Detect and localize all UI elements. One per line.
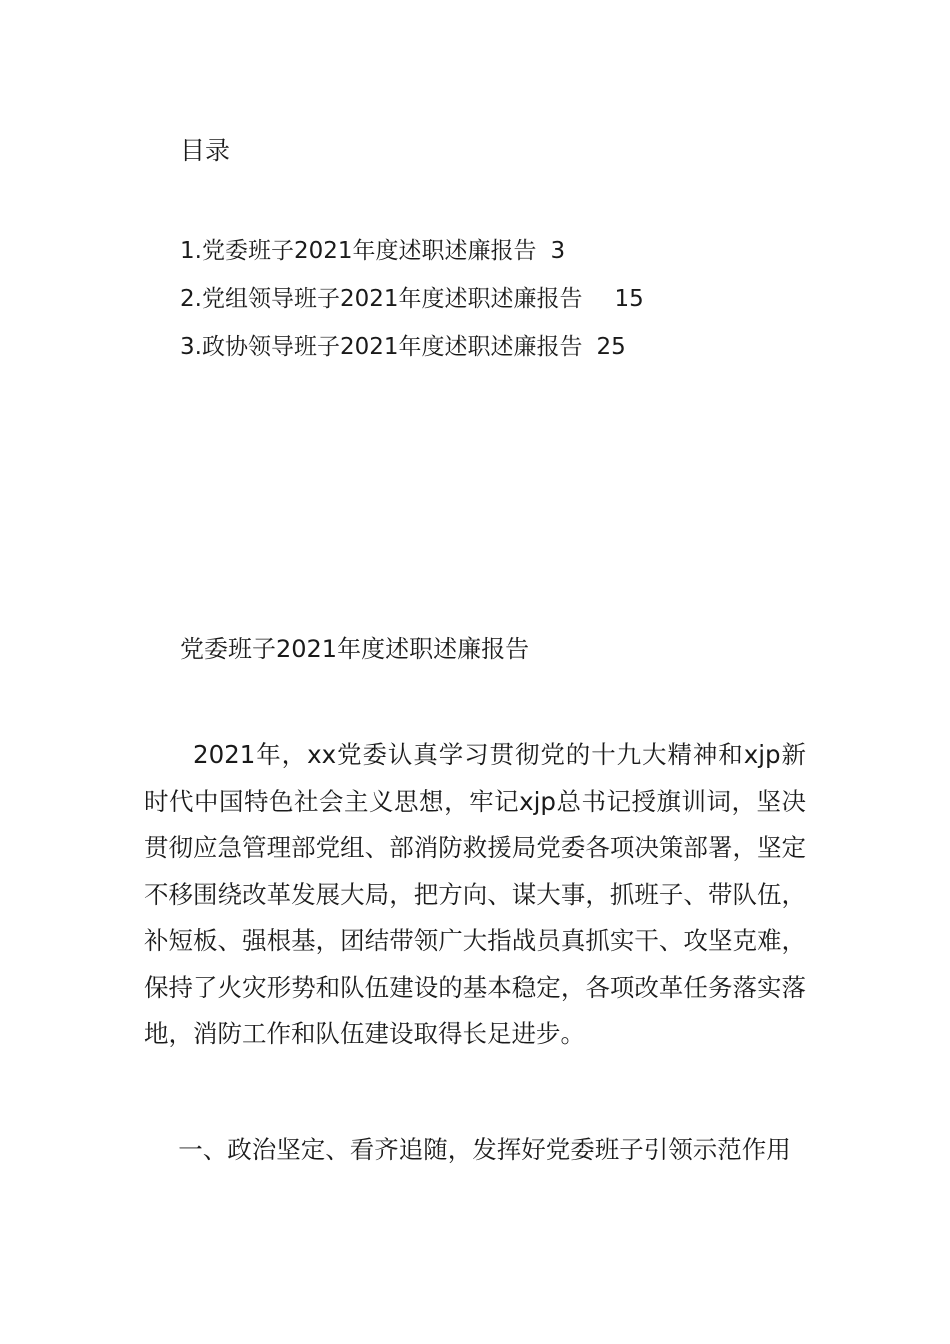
toc-item-page: 25 (596, 334, 626, 360)
body-paragraph: 2021年，xx党委认真学习贯彻党的十九大精神和xjp新时代中国特色社会主义思想，牢记xjp总书记授旗训词，坚决贯彻应急管理部党组、部消防救援局党委各项决策部署，坚定不移围绕改革发展大局，把方向、谋大事，抓班子、带队伍，补短板、强根基，团结带领广大指战员真抓实干、攻坚克难，保持了火灾形势和队伍建设的基本稳定，各项改革任务落实落地，消防工作和队伍建设取得长足进步。 (144, 740, 806, 1048)
toc-item-label: 3.政协领导班子2021年度述职述廉报告 (180, 334, 583, 360)
toc-list (180, 234, 644, 378)
toc-title: 目录 (180, 136, 231, 165)
toc-item-page: 3 (550, 238, 566, 264)
toc-item-label: 1.党委班子2021年度述职述廉报告 (180, 238, 537, 264)
report-title: 党委班子2021年度述职述廉报告 (180, 635, 530, 663)
section-heading: 一、政治坚定、看齐追随，发挥好党委班子引领示范作用 (178, 1135, 791, 1164)
toc-item-page: 15 (614, 286, 644, 312)
toc-item-label: 2.党组领导班子2021年度述职述廉报告 (180, 286, 583, 312)
toc-item[interactable] (180, 330, 644, 378)
toc-item[interactable] (180, 282, 644, 330)
toc-item[interactable] (180, 234, 644, 282)
